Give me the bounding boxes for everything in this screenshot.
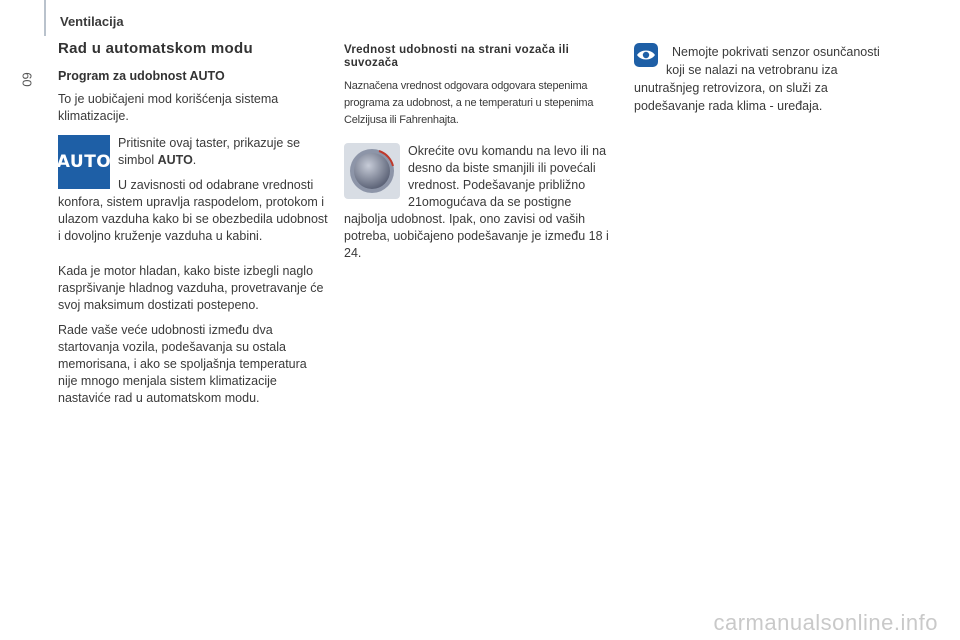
eye-icon [634,43,658,67]
restart-text: Rade vaše veće udobnosti između dva startovanja vozila, podešavanja su ostala memorisana, i ako se spoljašnja temperatura nije mnogo menjala sistem klimatizacije nastaviće rad u automatskom modu. [58,323,307,405]
page-number: 60 [19,72,35,87]
depend-text: U zavisnosti od odabrane vrednosti konfora, sistem upravlja raspodelom, protokom i ulazom vazduha kako bi se obezbedila udobnost i dovoljno kruženje vazduha u kabini. [58,178,328,243]
eye-icon-box [634,43,658,72]
page-title: Rad u automatskom modu [58,40,253,57]
sensor-note: Nemojte pokrivati senzor osunčanosti koji se nalazi na vetrobranu iza unutrašnjeg retrovizora, on služi za podešavanje rada klima - uređaja. [634,45,880,113]
knob-text: Okrećite ovu komandu na levo ili na desno da biste smanjili ili povećali vrednost. Podešavanje približno 21omogućava da se postigne najbolja udobnost. Ipak, ono zavisi od vaših potreba, uobičajeno podešavanje je između 18 i 24. [344,144,609,260]
watermark: carmanualsonline.info [713,610,938,635]
middle-desc: Naznačena vrednost odgovara odgovara stepenima programa za udobnost, a ne temperaturi u stepenima Celzijusa ili Fahrenhajta. [344,80,594,126]
temperature-knob-icon [344,143,400,199]
right-column [634,43,900,123]
middle-column [344,44,616,270]
cold-text: Kada je motor hladan, kako biste izbegli naglo raspršivanje hladnog vazduha, provetravanje će svoj maksimum dostizati postepeno. [58,264,324,312]
left-column [58,68,328,415]
left-subtitle: Program za udobnost AUTO [58,69,225,83]
middle-subtitle: Vrednost udobnosti na strani vozača ili suvozača [344,44,570,69]
header-rule [44,0,46,36]
knob-graphic [347,146,397,196]
section-title: Ventilacija [60,14,124,29]
intro-text: To je uobičajeni mod korišćenja sistema klimatizacije. [58,92,279,123]
press-text: Pritisnite ovaj taster, prikazuje se simbol AUTO. [118,136,301,167]
auto-button-icon: AUTO [58,135,110,189]
